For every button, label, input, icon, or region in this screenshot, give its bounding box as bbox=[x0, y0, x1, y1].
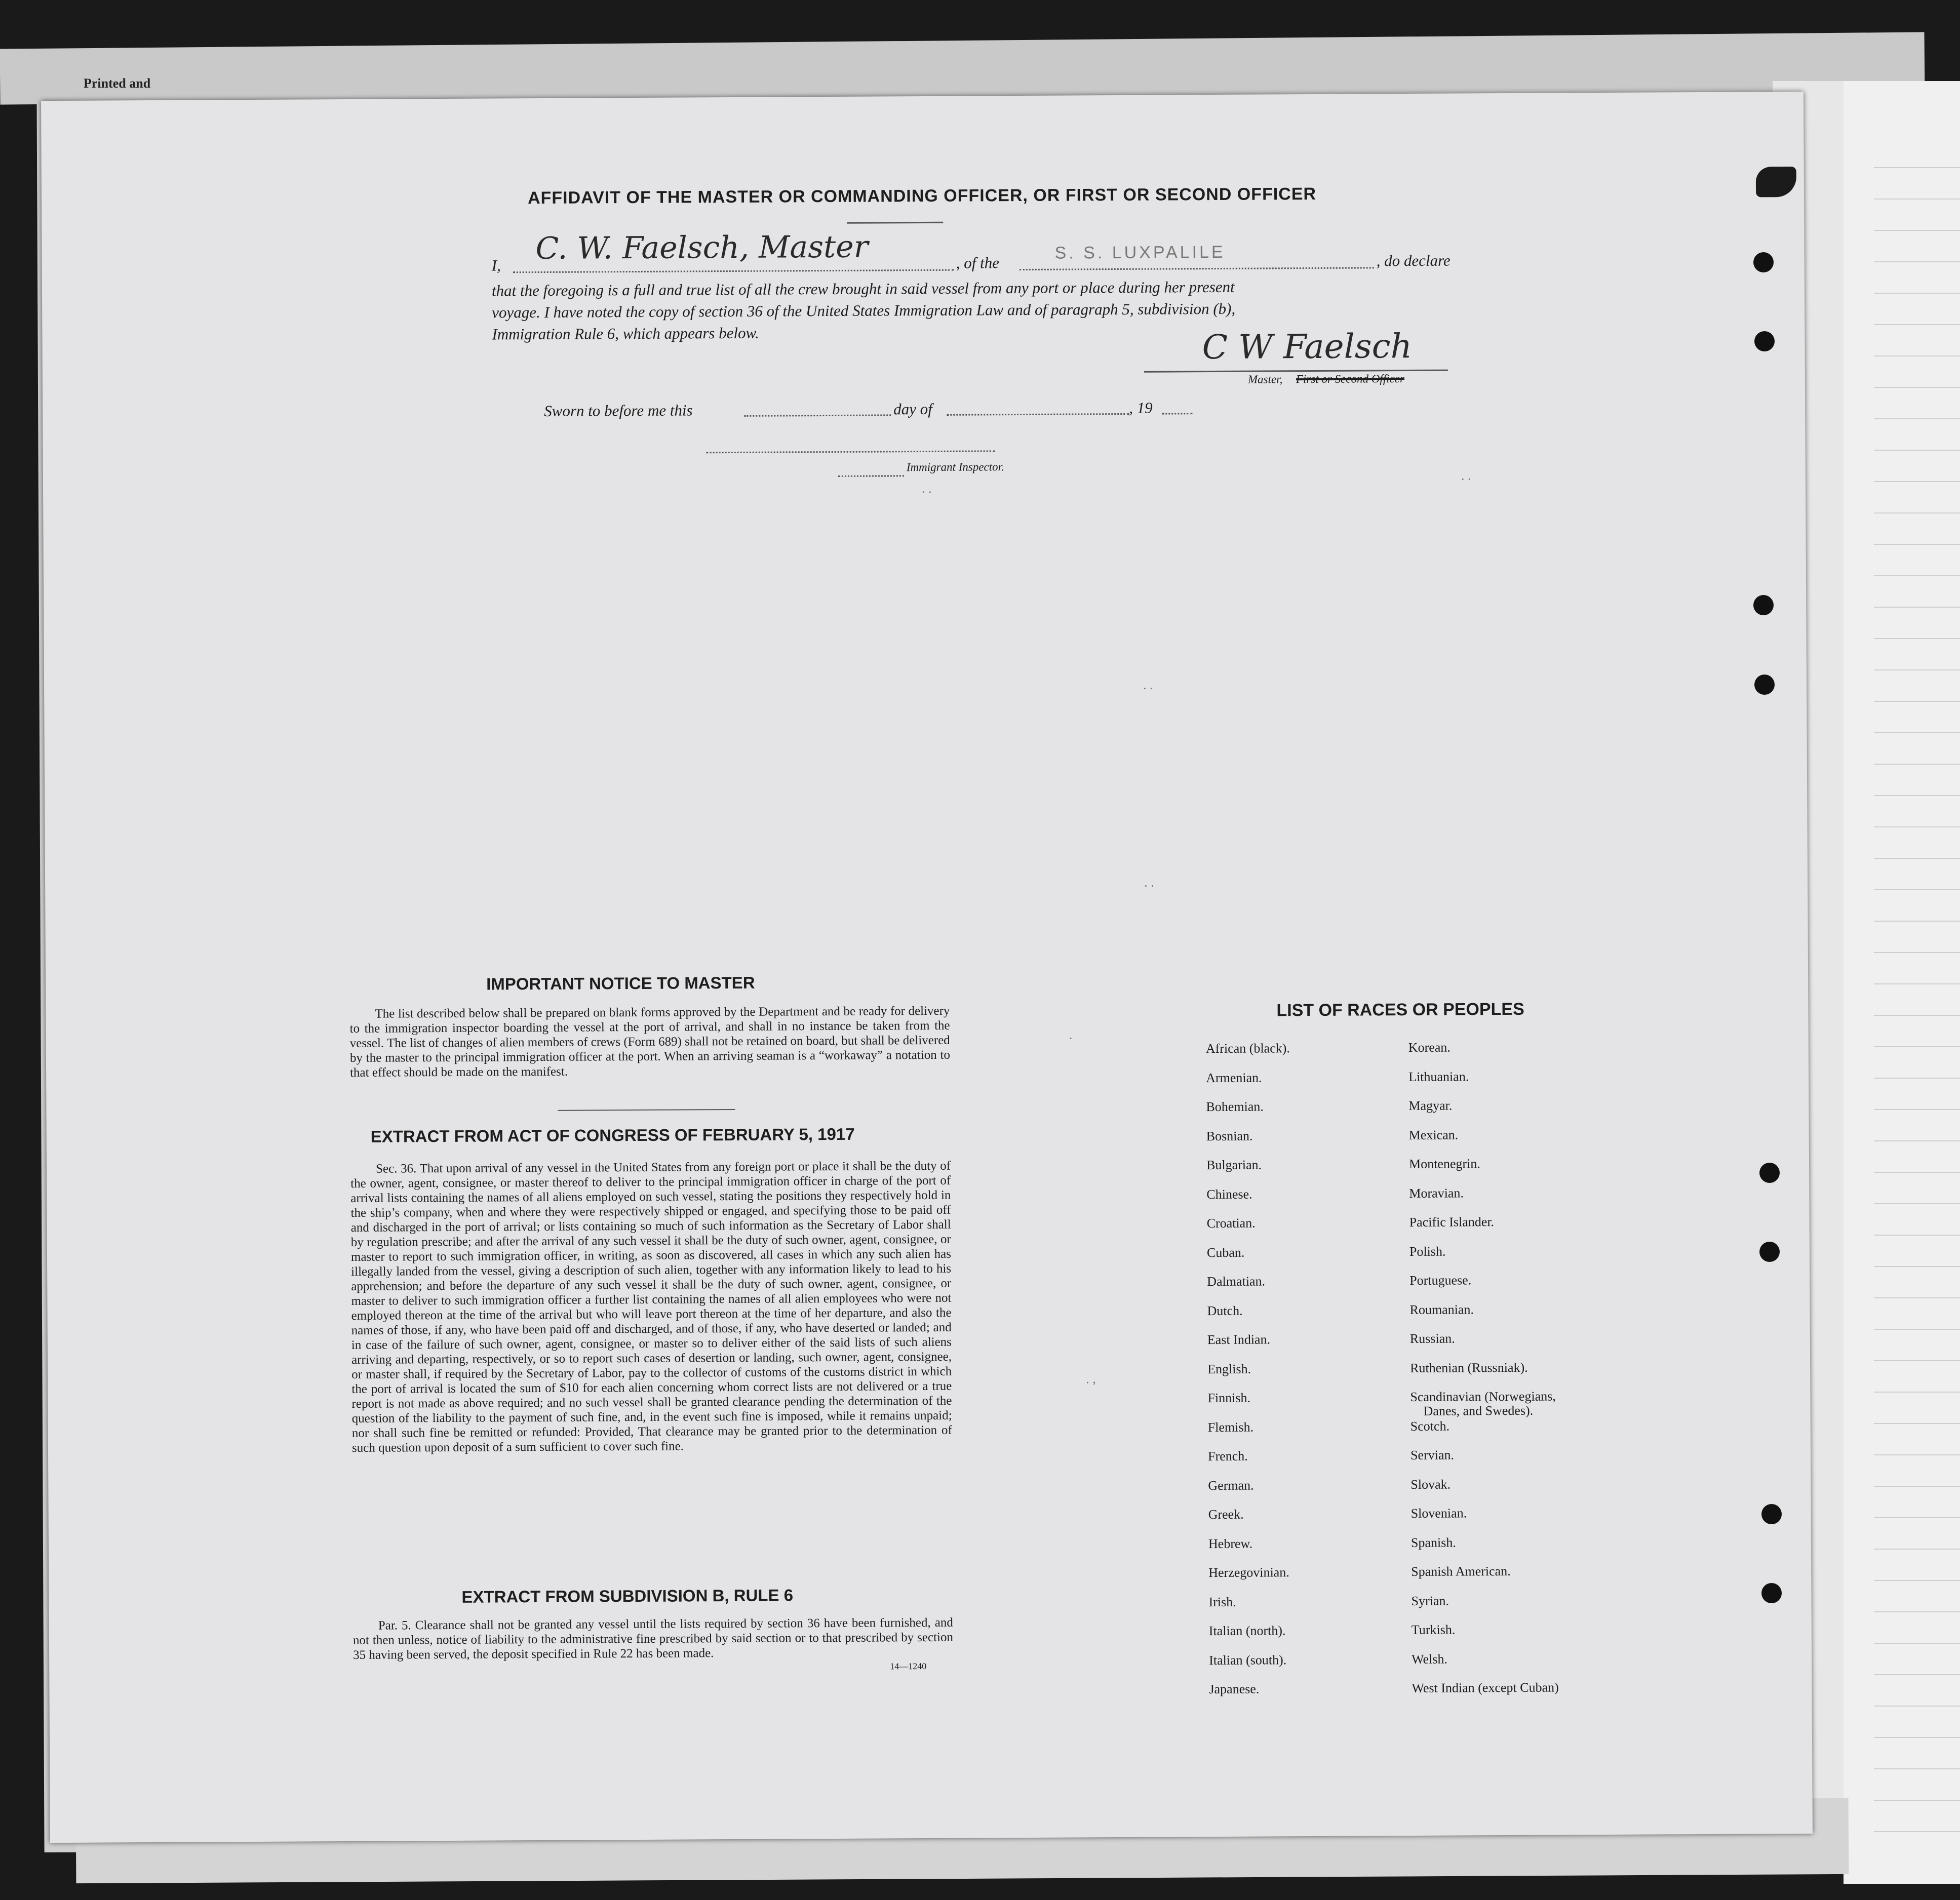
master-signature: C W Faelsch bbox=[1202, 326, 1413, 367]
race-item: Polish. bbox=[1409, 1244, 1446, 1259]
declarant-line bbox=[513, 269, 954, 273]
race-item: Roumanian. bbox=[1409, 1301, 1474, 1317]
master-caption: Master, bbox=[1247, 373, 1283, 386]
extract-rule-text: Par. 5. Clearance shall not be granted any vessel until the lists required by section 36 have been furnished, and not then unless, notice of liability to the administrative fine prescribed by said section or to that prescribed by section 35 having been served, the deposit specified in Rule 22 has been made. bbox=[352, 1615, 953, 1662]
race-item: Greek. bbox=[1208, 1507, 1244, 1522]
race-item: Magyar. bbox=[1408, 1098, 1453, 1114]
race-item: Korean. bbox=[1408, 1040, 1451, 1055]
race-item: Armenian. bbox=[1206, 1070, 1262, 1085]
vessel-line bbox=[1020, 267, 1374, 270]
race-item: Dalmatian. bbox=[1207, 1274, 1266, 1289]
affidavit-line-3: voyage. I have noted the copy of section 36 of the United States Immigration Law and of paragraph 5, subdivision (b), bbox=[492, 299, 1236, 322]
sworn-day-line bbox=[744, 414, 891, 417]
bleed-mark: . bbox=[1069, 1027, 1073, 1042]
race-item: Pacific Islander. bbox=[1409, 1214, 1495, 1230]
day-of-label: day of bbox=[893, 400, 932, 418]
race-item: Ruthenian (Russniak). bbox=[1410, 1360, 1528, 1375]
race-item: African (black). bbox=[1205, 1041, 1290, 1056]
vessel-name: S. S. LUXPALILE bbox=[1054, 242, 1226, 263]
race-item: Bulgarian. bbox=[1206, 1157, 1262, 1173]
notice-text: The list described below shall be prepared on blank forms approved by the Department and be ready for delivery to the immigration inspector boarding the vessel at the port of arrival, and shall in no instance be taken from the vessel. The list of changes of alien members of crews (Form 689) shall not be retained on board, but shall be delivered by the master to the principal immigration officer at the port. When an arriving seaman is a “workaway” a notation to that effect should be made on the manifest. bbox=[349, 1004, 950, 1080]
race-item: Hebrew. bbox=[1208, 1536, 1253, 1551]
notice-rule bbox=[558, 1109, 735, 1111]
do-declare-label: , do declare bbox=[1376, 251, 1451, 270]
race-item: German. bbox=[1208, 1478, 1254, 1493]
races-title: LIST OF RACES OR PEOPLES bbox=[1276, 999, 1524, 1020]
punch-hole bbox=[1754, 331, 1775, 351]
of-the-label: , of the bbox=[956, 254, 1000, 272]
extract-act-title: EXTRACT FROM ACT OF CONGRESS OF FEBRUARY 5, 1917 bbox=[370, 1124, 855, 1146]
race-item: Spanish American. bbox=[1411, 1563, 1511, 1579]
punch-hole bbox=[1753, 252, 1774, 272]
extract-rule-title: EXTRACT FROM SUBDIVISION B, RULE 6 bbox=[461, 1586, 794, 1606]
inspector-signature-line bbox=[707, 450, 995, 453]
ruled-lines bbox=[1874, 137, 1960, 1858]
race-item: Spanish. bbox=[1410, 1535, 1456, 1550]
race-item: Flemish. bbox=[1207, 1419, 1254, 1435]
document-sheet bbox=[41, 92, 1813, 1843]
races-right-column bbox=[1408, 1040, 1559, 1711]
inspector-dots bbox=[838, 475, 904, 477]
bleed-mark: . . bbox=[1143, 677, 1153, 692]
race-item: Moravian. bbox=[1409, 1185, 1464, 1201]
race-item: Japanese. bbox=[1209, 1681, 1260, 1697]
affidavit-title: AFFIDAVIT OF THE MASTER OR COMMANDING OFFICER, OR FIRST OR SECOND OFFICER bbox=[527, 184, 1317, 208]
bleed-mark: . . bbox=[1461, 468, 1471, 483]
race-item: Chinese. bbox=[1206, 1186, 1252, 1202]
race-item: Servian. bbox=[1410, 1447, 1455, 1463]
race-item: Scandinavian (Norwegians, Danes, and Swedes). bbox=[1410, 1389, 1556, 1419]
bleed-mark: . . bbox=[921, 481, 932, 496]
race-item: Italian (north). bbox=[1208, 1623, 1286, 1639]
race-item: Slovenian. bbox=[1410, 1506, 1467, 1521]
race-item: Syrian. bbox=[1411, 1593, 1449, 1608]
race-item: Russian. bbox=[1409, 1331, 1455, 1347]
i-label: I, bbox=[491, 256, 501, 274]
year-label: , 19 bbox=[1129, 399, 1153, 417]
sworn-month-line bbox=[947, 413, 1129, 416]
punch-hole bbox=[1754, 675, 1775, 695]
extract-act-text: Sec. 36. That upon arrival of any vessel in the United States from any foreign port or place it shall be the duty of the owner, agent, consignee, or master thereof to deliver to the principal immigration officer in charge of the port of arrival lists containing the names of all aliens employed on such vessel, stating the positions they respectively hold in the ship’s company, when and where they were respectively shipped or engaged, and specifying those to be paid off and discharged in the port of arrival; or lists containing so much of such information as the Secretary of Labor shall by regulation prescribe; and after the arrival of any such vessel it shall be the duty of such owner, agent, consignee, or master to report to such immigration officer, in writing, as soon as discovered, all cases in which any such alien has illegally landed from the vessel, giving a description of such alien, together with any information likely to lead to his apprehension; and before the departure of any such vessel it shall be the duty of such owner, agent, consignee, or master to deliver to such immigration officer a further list containing the names of all alien employees who were not employed thereon at the time of the arrival but who will leave port thereon at the time of her departure, and also the names of those, if any, who have been paid off and discharged, and of those, if any, who have deserted or landed; and in case of the failure of such owner, agent, consignee, or master so to deliver either of the said lists of such aliens arriving and departing, respectively, or so to report such cases of desertion or landing, such owner, agent, consignee, or master shall, if required by the Secretary of Labor, pay to the collector of customs of the customs district in which the port of arrival is located the sum of $10 for each alien concerning whom correct lists are not delivered or a true report is not made as above required; and no such vessel shall be granted clearance pending the determination of the question of the liability to the payment of such fine, and, in the event such fine is imposed, while it remains unpaid; nor shall such fine be remitted or refunded: Provided, That clearance may be granted prior to the determination of such question upon deposit of a sum sufficient to cover such fine. bbox=[350, 1159, 952, 1455]
races-left-column bbox=[1206, 1041, 1293, 1711]
race-item: Dutch. bbox=[1207, 1303, 1243, 1318]
punch-hole bbox=[1753, 595, 1774, 615]
race-item: French. bbox=[1207, 1448, 1248, 1464]
race-item: Scotch. bbox=[1410, 1418, 1450, 1434]
race-item: Portuguese. bbox=[1409, 1273, 1472, 1288]
race-item: Turkish. bbox=[1411, 1622, 1456, 1638]
punch-hole bbox=[1761, 1504, 1782, 1524]
race-item: Finnish. bbox=[1207, 1390, 1251, 1406]
punch-hole bbox=[1761, 1583, 1782, 1603]
race-item: East Indian. bbox=[1207, 1332, 1271, 1348]
race-item: Croatian. bbox=[1206, 1215, 1256, 1231]
sworn-label: Sworn to before me this bbox=[544, 401, 693, 420]
race-item: Mexican. bbox=[1408, 1127, 1459, 1142]
year-line bbox=[1162, 413, 1192, 414]
race-item: Slovak. bbox=[1410, 1477, 1451, 1492]
affidavit-line-2: that the foregoing is a full and true list of all the crew brought in said vessel from any port or place during her present bbox=[491, 278, 1235, 300]
race-item: Montenegrin. bbox=[1408, 1156, 1480, 1172]
punch-hole bbox=[1759, 1242, 1780, 1262]
race-item: Welsh. bbox=[1412, 1651, 1448, 1667]
race-item: Italian (south). bbox=[1209, 1652, 1287, 1668]
race-item: Cuban. bbox=[1206, 1245, 1245, 1260]
torn-corner bbox=[1756, 167, 1796, 197]
race-item: Irish. bbox=[1208, 1594, 1236, 1609]
punch-hole bbox=[1759, 1163, 1780, 1183]
affidavit-line-4: Immigration Rule 6, which appears below. bbox=[492, 324, 759, 343]
declarant-handwriting: C. W. Faelsch, Master bbox=[535, 229, 869, 267]
form-number: 14—1240 bbox=[890, 1661, 927, 1672]
notice-title: IMPORTANT NOTICE TO MASTER bbox=[486, 973, 755, 994]
struck-officer-caption: First or Second Officer bbox=[1296, 372, 1404, 386]
race-item: West Indian (except Cuban) bbox=[1412, 1680, 1559, 1696]
race-item: Lithuanian. bbox=[1408, 1068, 1469, 1084]
printed-label: Printed and bbox=[84, 76, 151, 91]
race-item: Bohemian. bbox=[1206, 1099, 1264, 1115]
inspector-caption: Immigrant Inspector. bbox=[906, 460, 1004, 474]
bleed-mark: . . bbox=[1144, 875, 1154, 890]
title-rule bbox=[847, 222, 943, 224]
race-item: Bosnian. bbox=[1206, 1128, 1253, 1143]
race-item: English. bbox=[1207, 1361, 1251, 1376]
race-item: Herzegovinian. bbox=[1208, 1565, 1289, 1580]
bleed-mark: . , bbox=[1086, 1371, 1096, 1387]
